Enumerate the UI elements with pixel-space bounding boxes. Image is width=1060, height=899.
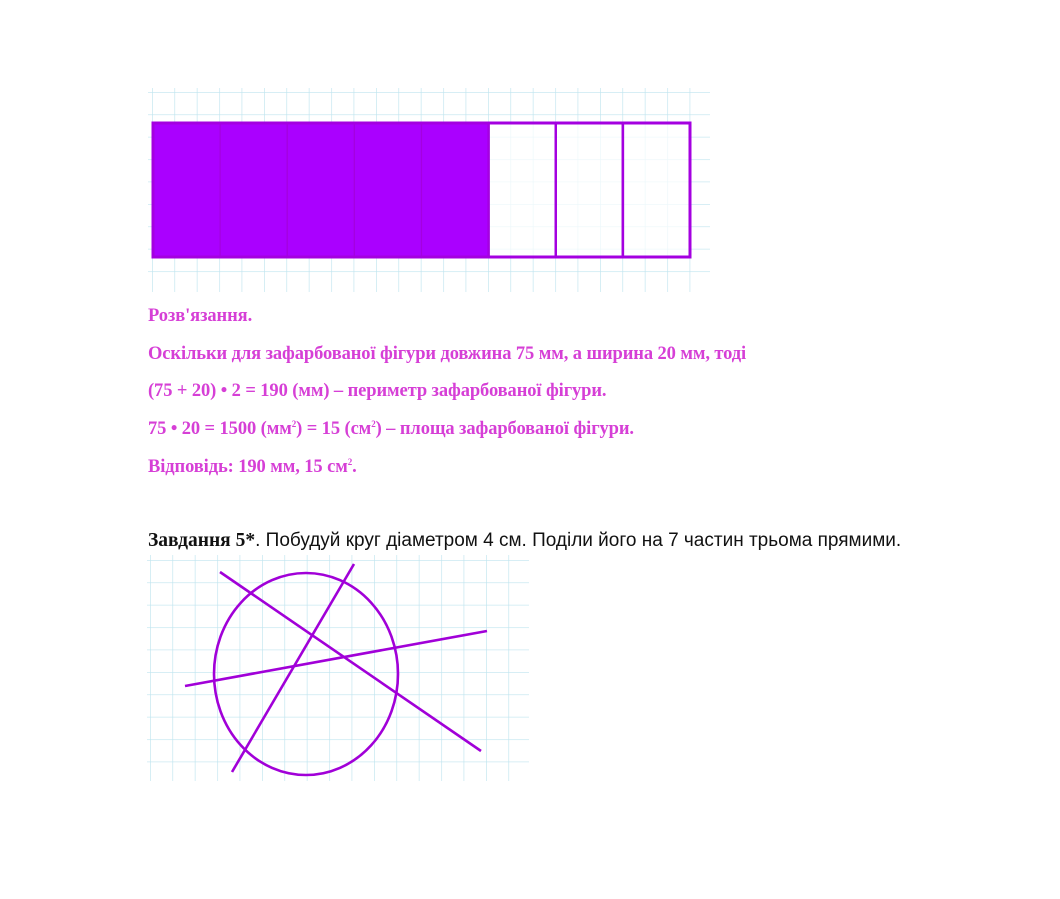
solution-heading: Розв'язання. [148, 306, 253, 326]
rectangle-parts [153, 123, 690, 257]
solution-line-1: Оскільки для зафарбованої фігури довжина 75 мм, а ширина 20 мм, тоді [148, 344, 747, 364]
shaded-part [422, 123, 489, 257]
circle-diagram [147, 555, 529, 781]
unshaded-part [489, 123, 556, 257]
unshaded-part [623, 123, 690, 257]
answer-line: Відповідь: 190 мм, 15 $см^2$. [148, 456, 357, 477]
unshaded-part [556, 123, 623, 257]
solution-line-3: 75 • 20 = 1500 $(мм^2) = 15$ $(см^2)$ – площа зафарбованої фігури. [148, 418, 634, 439]
rectangle-diagram [148, 88, 710, 292]
shaded-part [220, 123, 287, 257]
shaded-part [287, 123, 354, 257]
shaded-part [354, 123, 421, 257]
task-5 [148, 530, 901, 552]
task-label: Завдання 5* [148, 530, 256, 551]
solution-line-2: (75 + 20) • 2 = 190 (мм) – периметр зафарбованої фігури. [148, 381, 607, 401]
task-text: . Побудуй круг діаметром 4 см. Поділи його на 7 частин трьома прямими. [255, 530, 902, 551]
shaded-part [153, 123, 220, 257]
